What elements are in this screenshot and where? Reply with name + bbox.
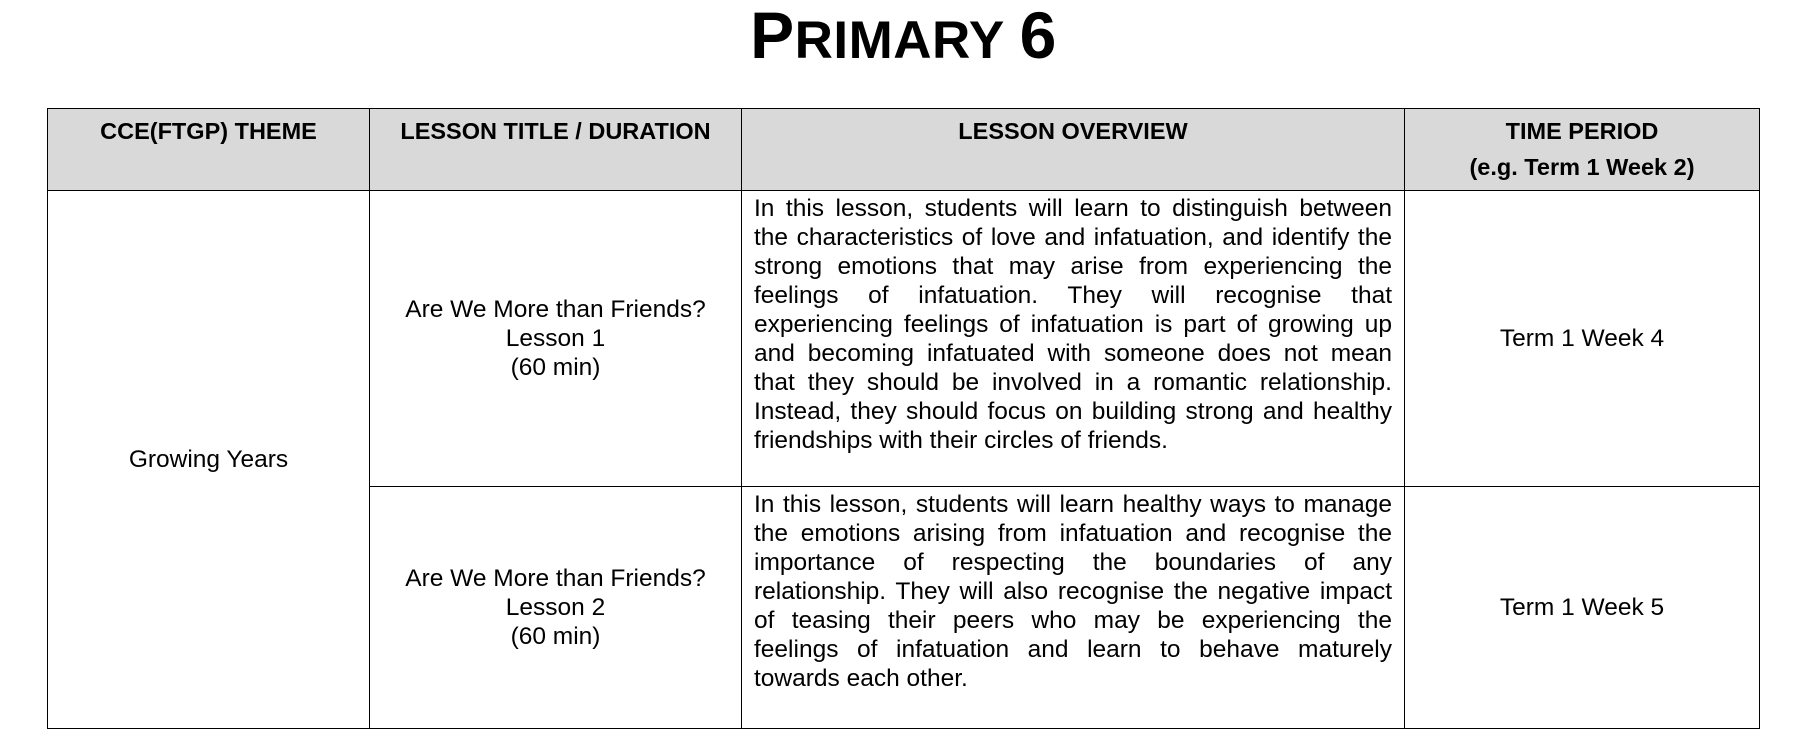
lesson-title-cell [370, 487, 742, 729]
lesson-duration: (60 min) [510, 623, 601, 650]
page-title-number: 6 [1019, 0, 1057, 72]
header-time-period [1405, 109, 1760, 191]
header-overview: LESSON OVERVIEW [742, 109, 1405, 191]
page-title [0, 2, 1807, 74]
lesson-overview-cell: In this lesson, students will learn healthy ways to manage the emotions arising from infatuation and recognise the importance of respecting the boundaries of any relationship. They will also recognise the negative impact of teasing their peers who may be experiencing the feelings of infatuation and learn to behave maturely towards each other. [742, 487, 1405, 729]
table-row [48, 191, 1760, 487]
lesson-number: Lesson 2 [505, 594, 606, 621]
lesson-table [47, 108, 1760, 729]
lesson-duration: (60 min) [510, 354, 601, 381]
lesson-title-cell [370, 191, 742, 487]
time-period-cell: Term 1 Week 5 [1405, 487, 1760, 729]
table-header-row [48, 109, 1760, 191]
header-time-period-label: TIME PERIOD [1505, 118, 1659, 144]
time-period-cell: Term 1 Week 4 [1405, 191, 1760, 487]
lesson-number: Lesson 1 [505, 325, 606, 352]
theme-cell: Growing Years [48, 191, 370, 729]
lesson-title: Are We More than Friends? [405, 565, 706, 592]
page-title-rest: RIMARY [794, 11, 1005, 70]
header-lesson-title: LESSON TITLE / DURATION [370, 109, 742, 191]
page-title-initial: P [750, 0, 795, 72]
lesson-overview-cell: In this lesson, students will learn to distinguish between the characteristics of love and infatuation, and identify the strong emotions that may arise from experiencing the feelings of infatuation. They will recognise that experiencing feelings of infatuation is part of growing up and becoming infatuated with someone does not mean that they should be involved in a romantic relationship. Instead, they should focus on building strong and healthy friendships with their circles of friends. [742, 191, 1405, 487]
header-time-period-example: (e.g. Term 1 Week 2) [1469, 154, 1695, 180]
header-theme: CCE(FTGP) THEME [48, 109, 370, 191]
lesson-title: Are We More than Friends? [405, 296, 706, 323]
